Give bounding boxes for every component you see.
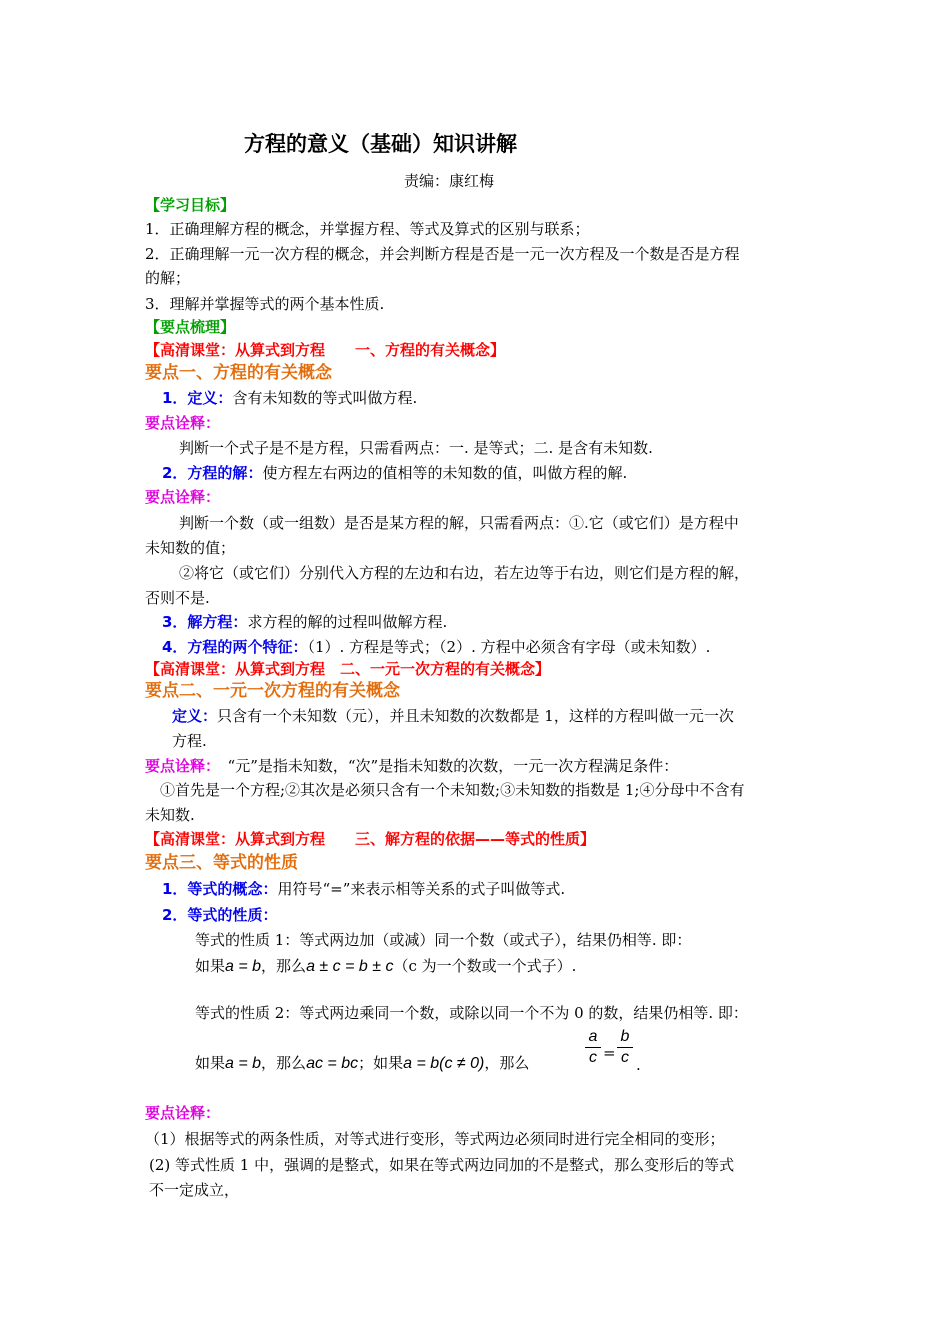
fraction-b-over-c bbox=[617, 1028, 633, 1067]
section2-heading: 要点二、一元一次方程的有关概念 bbox=[145, 681, 400, 701]
property1-formula bbox=[195, 956, 576, 977]
note-item: 不一定成立， bbox=[149, 1181, 240, 1199]
goal-item: 的解； bbox=[145, 269, 191, 287]
solve-text: 求方程的解的过程叫做解方程. bbox=[247, 613, 448, 631]
note-text: 未知数的值； bbox=[145, 539, 236, 557]
section1-heading: 要点一、方程的有关概念 bbox=[145, 363, 332, 383]
features-text: （1）. 方程是等式；（2）. 方程中必须含有字母（或未知数）. bbox=[307, 638, 711, 656]
numerator: b bbox=[620, 1028, 630, 1045]
then-word: ，那么 bbox=[261, 957, 307, 975]
if-word: 如果 bbox=[195, 1054, 226, 1072]
solve-label: 3．解方程： bbox=[162, 613, 248, 631]
note-label: 要点诠释： bbox=[145, 488, 221, 506]
numerator: a bbox=[588, 1028, 598, 1045]
goal-item: 3．理解并掌握等式的两个基本性质. bbox=[145, 295, 385, 313]
conditions-text: ①首先是一个方程;②其次是必须只含有一个未知数;③未知数的指数是 1;④分母中不含有 bbox=[160, 781, 745, 799]
then-word: ，那么 bbox=[484, 1054, 530, 1072]
definition-label: 定义： bbox=[172, 707, 218, 725]
features-label: 4．方程的两个特征： bbox=[162, 638, 308, 656]
section3-heading: 要点三、等式的性质 bbox=[145, 853, 298, 873]
definition-text: 只含有一个未知数（元），并且未知数的次数都是 1，这样的方程叫做一元一次 bbox=[217, 707, 734, 725]
note-text: “元”是指未知数，“次”是指未知数的次数，一元一次方程满足条件： bbox=[227, 757, 679, 775]
then-word: ，那么 bbox=[261, 1054, 307, 1072]
solution-label: 2．方程的解： bbox=[162, 464, 263, 482]
math-a-eq-b: a = b bbox=[225, 958, 262, 975]
definition-text: 含有未知数的等式叫做方程. bbox=[232, 389, 418, 407]
note-text: 判断一个式子是不是方程，只需看两点：一. 是等式；二. 是含有未知数. bbox=[179, 439, 653, 457]
denominator: c bbox=[589, 1049, 597, 1066]
note-text: ②将它（或它们）分别代入方程的左边和右边，若左边等于右边，则它们是方程的解， bbox=[179, 564, 750, 582]
if-word: ；如果 bbox=[358, 1054, 404, 1072]
property1-text: 等式的性质 1：等式两边加（或减）同一个数（或式子），结果仍相等. 即： bbox=[195, 931, 692, 949]
section1-banner: 【高清课堂：从算式到方程 一、方程的有关概念】 bbox=[145, 341, 506, 359]
denominator: c bbox=[621, 1049, 629, 1066]
solution-text: 使方程左右两边的值相等的未知数的值，叫做方程的解. bbox=[262, 464, 628, 482]
conditions-text: 未知数. bbox=[145, 806, 195, 824]
page-title: 方程的意义（基础）知识讲解 bbox=[244, 132, 517, 156]
fraction-a-over-c bbox=[585, 1028, 601, 1067]
equals-sign: = bbox=[603, 1044, 616, 1062]
properties-label: 2．等式的性质： bbox=[162, 906, 278, 924]
period: . bbox=[636, 1056, 641, 1074]
note-label: 要点诠释： bbox=[145, 757, 213, 775]
property2-text: 等式的性质 2：等式两边乘同一个数，或除以同一个不为 0 的数，结果仍相等. 即： bbox=[195, 1004, 748, 1022]
if-word: 如果 bbox=[195, 957, 226, 975]
section3-banner: 【高清课堂：从算式到方程 三、解方程的依据——等式的性质】 bbox=[145, 830, 596, 848]
concept-text: 用符号“=”来表示相等关系的式子叫做等式. bbox=[277, 880, 566, 898]
math-ac-eq-bc: ac = bc bbox=[306, 1055, 359, 1072]
note-text: 否则不是. bbox=[145, 589, 210, 607]
note-label: 要点诠释： bbox=[145, 414, 221, 432]
note-text: 判断一个数（或一组数）是否是某方程的解，只需看两点：①.它（或它们）是方程中 bbox=[179, 514, 739, 532]
review-heading: 【要点梳理】 bbox=[145, 318, 236, 336]
goal-item: 1．正确理解方程的概念，并掌握方程、等式及算式的区别与联系； bbox=[145, 220, 590, 238]
definition-label: 1．定义： bbox=[162, 389, 233, 407]
author-line: 责编：康红梅 bbox=[404, 172, 495, 190]
math-a-pm-c: a ± c = b ± c bbox=[306, 958, 394, 975]
note-item: （1）根据等式的两条性质，对等式进行变形，等式两边必须同时进行完全相同的变形； bbox=[145, 1130, 725, 1148]
goal-item: 2．正确理解一元一次方程的概念，并会判断方程是否是一元一次方程及一个数是否是方程 bbox=[145, 245, 740, 263]
property1-note: （c 为一个数或一个式子）. bbox=[393, 957, 577, 975]
note-item: (2) 等式性质 1 中，强调的是整式，如果在等式两边同加的不是整式，那么变形后的等式 bbox=[149, 1156, 735, 1174]
goals-heading: 【学习目标】 bbox=[145, 196, 236, 214]
definition-text: 方程. bbox=[172, 732, 207, 750]
property2-formula bbox=[195, 1053, 529, 1074]
concept-label: 1．等式的概念： bbox=[162, 880, 278, 898]
note-label: 要点诠释： bbox=[145, 1104, 221, 1122]
section2-banner: 【高清课堂：从算式到方程 二、一元一次方程的有关概念】 bbox=[145, 660, 551, 678]
math-a-eq-b-c-neq-0: a = b(c ≠ 0) bbox=[403, 1055, 485, 1072]
math-a-eq-b: a = b bbox=[225, 1055, 262, 1072]
